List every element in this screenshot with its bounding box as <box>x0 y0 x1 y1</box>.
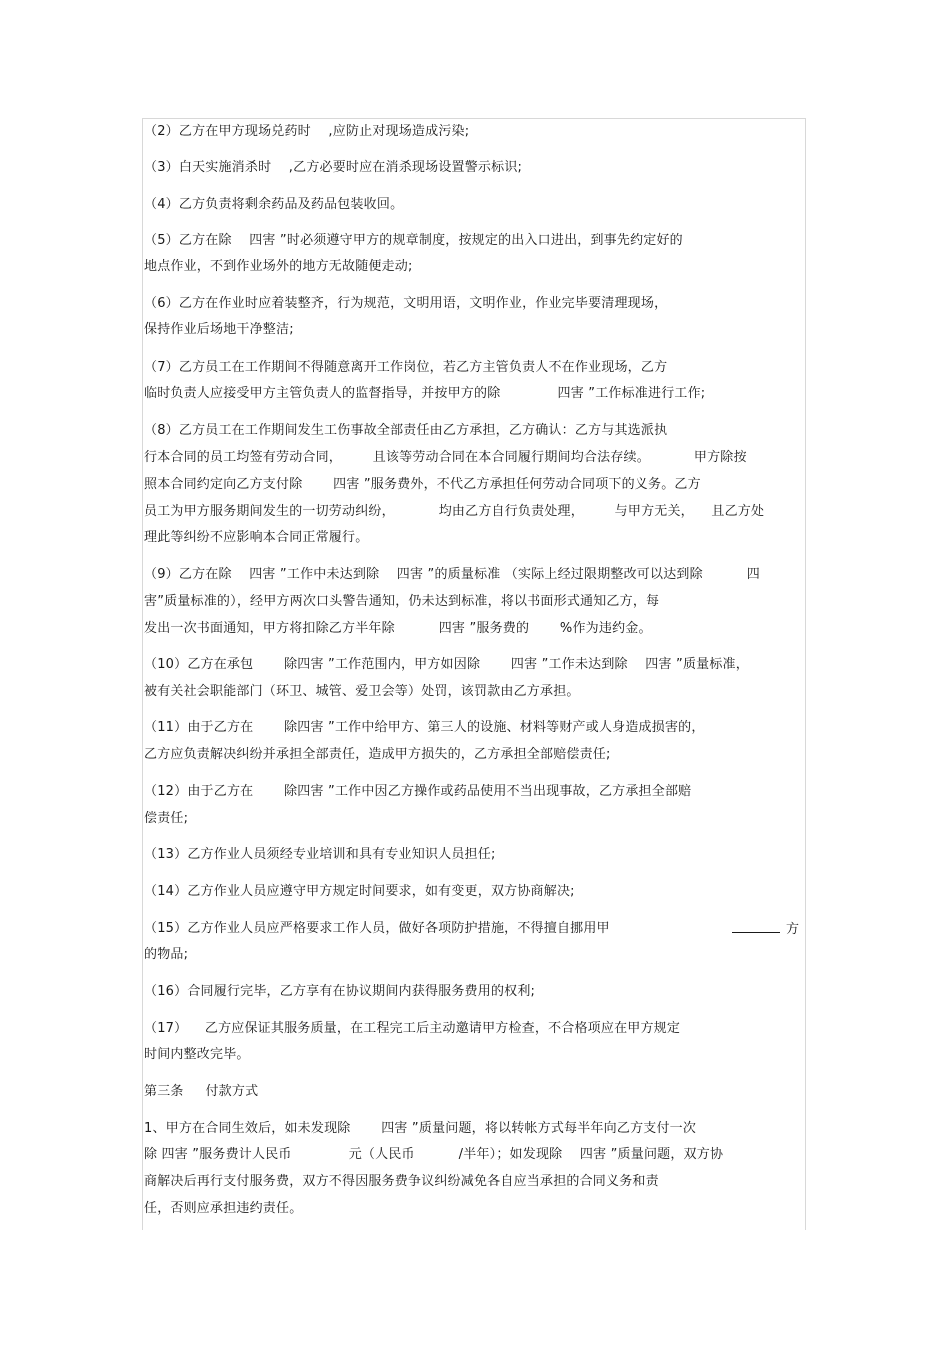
payment-line-3: 商解决后再行支付服务费，双方不得因服务费争议纠纷减免各自应当承担的合同义务和责 <box>144 1174 659 1189</box>
clause-5-line-2: 地点作业，不到作业场外的地方无故随便走动; <box>144 259 413 274</box>
fill-in-blank <box>732 920 780 933</box>
clause-8-line-2: 行本合同的员工均签有劳动合同， 且该等劳动合同在本合同履行期间均合法存续。 甲方除按 <box>144 450 747 465</box>
clause-17-line-1: （17） 乙方应保证其服务质量，在工程完工后主动邀请甲方检查，不合格项应在甲方规定 <box>144 1021 681 1036</box>
clause-15-text: （15）乙方作业人员应严格要求工作人员，做好各项防护措施，不得擅自挪用甲 <box>144 921 610 936</box>
clause-10-line-1: （10）乙方在承包 除四害 ”工作范围内，甲方如因除 四害 ”工作未达到除 四害 ”质量标准， <box>144 657 749 672</box>
clause-3-line-1: （3）白天实施消杀时 ,乙方必要时应在消杀现场设置警示标识; <box>144 160 523 175</box>
clause-12-line-1: （12）由于乙方在 除四害 ”工作中因乙方操作或药品使用不当出现事故，乙方承担全部赔 <box>144 784 692 799</box>
clause-8-line-3: 照本合同约定向乙方支付除 四害 ”服务费外，不代乙方承担任何劳动合同项下的义务。乙方 <box>144 477 701 492</box>
clause-10-line-2: 被有关社会职能部门（环卫、城管、爱卫会等）处罚，该罚款由乙方承担。 <box>144 684 580 699</box>
clause-2-line-1: （2）乙方在甲方现场兑药时 ,应防止对现场造成污染; <box>144 124 470 139</box>
clause-11-line-2: 乙方应负责解决纠纷并承担全部责任，造成甲方损失的，乙方承担全部赔偿责任; <box>144 747 611 762</box>
clause-6-line-2: 保持作业后场地干净整洁; <box>144 322 294 337</box>
clause-8-line-4: 员工为甲方服务期间发生的一切劳动纠纷， 均由乙方自行负责处理， 与甲方无关， 且乙方处 <box>144 504 765 519</box>
payment-line-4: 任，否则应承担违约责任。 <box>144 1201 303 1216</box>
article-3-heading: 第三条 付款方式 <box>144 1084 259 1099</box>
clause-8-line-5: 理此等纠纷不应影响本合同正常履行。 <box>144 530 369 545</box>
clause-17-line-2: 时间内整改完毕。 <box>144 1047 250 1062</box>
clause-13-line-1: （13）乙方作业人员须经专业培训和具有专业知识人员担任; <box>144 847 496 862</box>
clause-12-line-2: 偿责任; <box>144 811 189 826</box>
clause-5-line-1: （5）乙方在除 四害 ”时必须遵守甲方的规章制度，按规定的出入口进出，到事先约定好的 <box>144 233 683 248</box>
clause-9-line-3: 发出一次书面通知，甲方将扣除乙方半年除 四害 ”服务费的 %作为违约金。 <box>144 621 652 636</box>
clause-15-tail: 方 <box>786 922 800 937</box>
clause-7-line-2: 临时负责人应接受甲方主管负责人的监督指导，并按甲方的除 四害 ”工作标准进行工作; <box>144 386 706 401</box>
clause-6-line-1: （6）乙方在作业时应着装整齐，行为规范，文明用语，文明作业，作业完毕要清理现场， <box>144 296 668 311</box>
clause-15-line-2: 的物品; <box>144 947 189 962</box>
clause-15-line-1 <box>144 920 804 938</box>
clause-15-blank-and-tail <box>732 920 799 939</box>
clause-16-line-1: （16）合同履行完毕，乙方享有在协议期间内获得服务费用的权利; <box>144 984 536 999</box>
payment-line-1: 1、甲方在合同生效后，如未发现除 四害 ”质量问题，将以转帐方式每半年向乙方支付一次 <box>144 1121 697 1136</box>
clause-11-line-1: （11）由于乙方在 除四害 ”工作中给甲方、第三人的设施、材料等财产或人身造成损害的， <box>144 720 705 735</box>
clause-14-line-1: （14）乙方作业人员应遵守甲方规定时间要求，如有变更，双方协商解决; <box>144 884 575 899</box>
clause-8-line-1: （8）乙方员工在工作期间发生工伤事故全部责任由乙方承担，乙方确认：乙方与其选派执 <box>144 423 668 438</box>
clause-7-line-1: （7）乙方员工在工作期间不得随意离开工作岗位，若乙方主管负责人不在作业现场，乙方 <box>144 360 668 375</box>
clause-9-line-1: （9）乙方在除 四害 ”工作中未达到除 四害 ”的质量标准 （实际上经过限期整改可以达到除 四 <box>144 567 760 582</box>
payment-line-2: 除 四害 ”服务费计人民币 元（人民币 /半年）；如发现除 四害 ”质量问题，双方协 <box>144 1147 724 1162</box>
clause-9-line-2: 害”质量标准的），经甲方两次口头警告通知，仍未达到标准，将以书面形式通知乙方，每 <box>144 594 660 609</box>
clause-4-line-1: （4）乙方负责将剩余药品及药品包装收回。 <box>144 197 404 212</box>
